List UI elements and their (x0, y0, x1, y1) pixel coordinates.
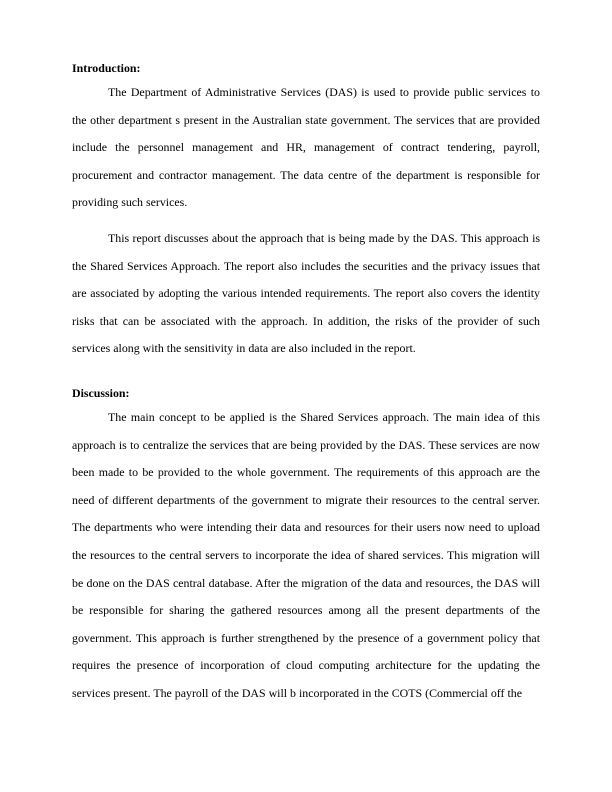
document-body (72, 57, 540, 707)
section-heading-discussion: Discussion: (72, 385, 130, 400)
paragraph-discussion-1: The main concept to be applied is the Shared Services approach. The main idea of this approach is to centralize the services that are being provided by the DAS. These services are now been made to be provided to the whole government. The requirements of this approach are the need of different departments of the government to migrate their resources to the central server. The departments who were intending their data and resources for their users now need to upload the resources to the central servers to incorporate the idea of shared services. This migration will be done on the DAS central database. After the migration of the data and resources, the DAS will be responsible for sharing the gathered resources among all the present departments of the government. This approach is further strengthened by the presence of a government policy that requires the presence of incorporation of cloud computing architecture for the updating the services present. The payroll of the DAS will b incorporated in the COTS (Commercial off the (72, 409, 540, 700)
section-heading-introduction: Introduction: (72, 61, 141, 75)
paragraph-intro-1: The Department of Administrative Services (DAS) is used to provide public services to the other department s present in the Australian state government. The services that are provided include the personnel management and HR, management of contract tendering, payroll, procurement and contractor management. The data centre of the department is responsible for providing such services. (72, 85, 540, 210)
paragraph-intro-2: This report discusses about the approach that is being made by the DAS. This approach is the Shared Services Approach. The report also includes the securities and the privacy issues that are associated by adopting the various intended requirements. The report also covers the identity risks that can be associated with the approach. In addition, the risks of the provider of such services along with the sensitivity in data are also included in the report. (72, 230, 540, 356)
